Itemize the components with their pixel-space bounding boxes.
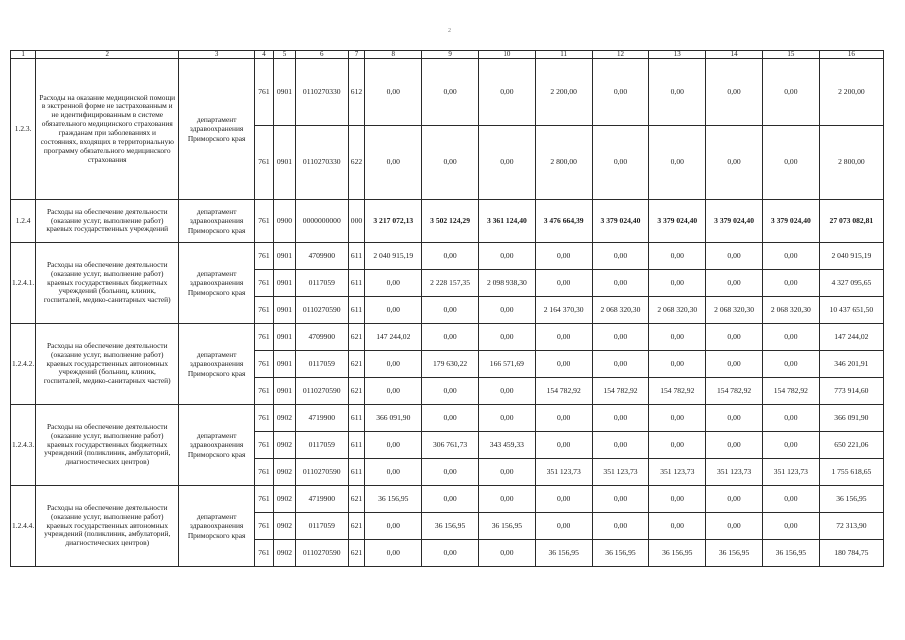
amount-cell: 2 800,00 [535, 126, 592, 200]
budget-code-cell: 761 [254, 243, 273, 270]
budget-code-cell: 0110270590 [295, 459, 348, 486]
budget-code-cell: 0902 [273, 459, 295, 486]
amount-cell: 0,00 [478, 486, 535, 513]
amount-cell: 2 040 915,19 [819, 243, 883, 270]
amount-cell: 0,00 [762, 324, 819, 351]
amount-cell: 0,00 [422, 459, 479, 486]
amount-cell: 2 068 320,30 [592, 297, 649, 324]
budget-code-cell: 0902 [273, 432, 295, 459]
amount-cell: 0,00 [422, 405, 479, 432]
budget-code-cell: 0902 [273, 540, 295, 567]
amount-cell: 3 476 664,39 [535, 200, 592, 243]
amount-cell: 0,00 [422, 486, 479, 513]
budget-code-cell: 0110270590 [295, 297, 348, 324]
budget-code-cell: 761 [254, 378, 273, 405]
budget-code-cell: 761 [254, 59, 273, 126]
amount-cell: 3 361 124,40 [478, 200, 535, 243]
amount-cell: 0,00 [478, 459, 535, 486]
page-number: 2 [448, 28, 451, 34]
amount-cell: 0,00 [762, 351, 819, 378]
amount-cell: 0,00 [422, 126, 479, 200]
amount-cell: 0,00 [535, 405, 592, 432]
budget-code-cell: 761 [254, 459, 273, 486]
budget-code-cell: 0110270330 [295, 126, 348, 200]
amount-cell: 2 228 157,35 [422, 270, 479, 297]
budget-code-cell: 0901 [273, 243, 295, 270]
budget-code-cell: 0902 [273, 405, 295, 432]
amount-cell: 0,00 [649, 126, 706, 200]
budget-code-cell: 611 [348, 459, 365, 486]
amount-cell: 0,00 [422, 243, 479, 270]
budget-code-cell: 0117059 [295, 513, 348, 540]
amount-cell: 2 098 938,30 [478, 270, 535, 297]
item-description: Расходы на обеспечение деятельности (оказание услуг, выполнение работ) краевых государственных бюджетных учреждений (поликлиник, амбулаторий, диагностических центров) [36, 405, 179, 486]
table-row [11, 405, 884, 432]
item-number: 1.2.4.4. [11, 486, 36, 567]
amount-cell: 180 784,75 [819, 540, 883, 567]
amount-cell: 0,00 [706, 405, 763, 432]
amount-cell: 36 156,95 [649, 540, 706, 567]
amount-cell: 3 217 072,13 [365, 200, 422, 243]
item-number: 1.2.4.1. [11, 243, 36, 324]
budget-code-cell: 621 [348, 513, 365, 540]
column-number-row [11, 51, 884, 59]
amount-cell: 351 123,73 [535, 459, 592, 486]
amount-cell: 0,00 [592, 513, 649, 540]
amount-cell: 0,00 [365, 59, 422, 126]
amount-cell: 166 571,69 [478, 351, 535, 378]
amount-cell: 36 156,95 [422, 513, 479, 540]
amount-cell: 0,00 [422, 59, 479, 126]
budget-code-cell: 761 [254, 324, 273, 351]
amount-cell: 154 782,92 [535, 378, 592, 405]
amount-cell: 2 068 320,30 [762, 297, 819, 324]
amount-cell: 650 221,06 [819, 432, 883, 459]
amount-cell: 0,00 [535, 324, 592, 351]
amount-cell: 0,00 [762, 405, 819, 432]
amount-cell: 0,00 [478, 378, 535, 405]
budget-code-cell: 0000000000 [295, 200, 348, 243]
amount-cell: 2 040 915,19 [365, 243, 422, 270]
amount-cell: 36 156,95 [819, 486, 883, 513]
amount-cell: 366 091,90 [365, 405, 422, 432]
amount-cell: 27 073 082,81 [819, 200, 883, 243]
amount-cell: 2 200,00 [819, 59, 883, 126]
item-description: Расходы на обеспечение деятельности (оказание услуг, выполнение работ) краевых государственных бюджетных учреждений (больниц, клиник, госпиталей, медико-санитарных частей) [36, 243, 179, 324]
amount-cell: 0,00 [422, 378, 479, 405]
amount-cell: 0,00 [706, 243, 763, 270]
budget-code-cell: 000 [348, 200, 365, 243]
item-number: 1.2.4.3. [11, 405, 36, 486]
amount-cell: 0,00 [478, 243, 535, 270]
amount-cell: 36 156,95 [478, 513, 535, 540]
amount-cell: 0,00 [762, 270, 819, 297]
amount-cell: 0,00 [706, 351, 763, 378]
amount-cell: 0,00 [706, 270, 763, 297]
amount-cell: 0,00 [649, 486, 706, 513]
amount-cell: 36 156,95 [592, 540, 649, 567]
amount-cell: 0,00 [762, 432, 819, 459]
responsible-department: департамент здравоохранения Приморского края [179, 200, 255, 243]
responsible-department: департамент здравоохранения Приморского края [179, 243, 255, 324]
budget-code-cell: 0901 [273, 126, 295, 200]
budget-code-cell: 0901 [273, 270, 295, 297]
amount-cell: 3 502 124,29 [422, 200, 479, 243]
budget-code-cell: 0901 [273, 351, 295, 378]
amount-cell: 343 459,33 [478, 432, 535, 459]
budget-code-cell: 0901 [273, 59, 295, 126]
amount-cell: 0,00 [762, 513, 819, 540]
column-number: 15 [762, 51, 819, 59]
amount-cell: 346 201,91 [819, 351, 883, 378]
amount-cell: 10 437 651,50 [819, 297, 883, 324]
amount-cell: 0,00 [649, 270, 706, 297]
budget-code-cell: 761 [254, 432, 273, 459]
table-row [11, 243, 884, 270]
budget-code-cell: 0901 [273, 378, 295, 405]
amount-cell: 154 782,92 [706, 378, 763, 405]
budget-code-cell: 621 [348, 351, 365, 378]
amount-cell: 0,00 [592, 351, 649, 378]
budget-code-cell: 611 [348, 405, 365, 432]
amount-cell: 0,00 [422, 297, 479, 324]
amount-cell: 36 156,95 [762, 540, 819, 567]
budget-code-cell: 4719900 [295, 405, 348, 432]
amount-cell: 0,00 [706, 513, 763, 540]
amount-cell: 0,00 [649, 324, 706, 351]
amount-cell: 179 630,22 [422, 351, 479, 378]
responsible-department: департамент здравоохранения Приморского края [179, 324, 255, 405]
budget-code-cell: 4709900 [295, 243, 348, 270]
budget-code-cell: 761 [254, 540, 273, 567]
amount-cell: 147 244,02 [819, 324, 883, 351]
column-number: 11 [535, 51, 592, 59]
budget-code-cell: 621 [348, 540, 365, 567]
column-number: 1 [11, 51, 36, 59]
budget-code-cell: 0117059 [295, 351, 348, 378]
budget-code-cell: 0110270330 [295, 59, 348, 126]
amount-cell: 0,00 [535, 243, 592, 270]
amount-cell: 0,00 [762, 243, 819, 270]
amount-cell: 0,00 [649, 59, 706, 126]
budget-code-cell: 611 [348, 297, 365, 324]
amount-cell: 3 379 024,40 [706, 200, 763, 243]
item-description: Расходы на обеспечение деятельности (оказание услуг, выполнение работ) краевых государственных автономных учреждений (больниц, клиник, госпиталей, медико-санитарных частей) [36, 324, 179, 405]
budget-code-cell: 611 [348, 270, 365, 297]
amount-cell: 0,00 [422, 324, 479, 351]
column-number: 8 [365, 51, 422, 59]
budget-code-cell: 761 [254, 405, 273, 432]
amount-cell: 72 313,90 [819, 513, 883, 540]
responsible-department: департамент здравоохранения Приморского края [179, 486, 255, 567]
amount-cell: 0,00 [649, 513, 706, 540]
budget-code-cell: 622 [348, 126, 365, 200]
amount-cell: 0,00 [592, 243, 649, 270]
amount-cell: 0,00 [365, 432, 422, 459]
amount-cell: 0,00 [365, 540, 422, 567]
amount-cell: 2 068 320,30 [706, 297, 763, 324]
amount-cell: 0,00 [706, 432, 763, 459]
amount-cell: 3 379 024,40 [762, 200, 819, 243]
amount-cell: 0,00 [535, 513, 592, 540]
amount-cell: 36 156,95 [535, 540, 592, 567]
item-number: 1.2.3. [11, 59, 36, 200]
item-number: 1.2.4 [11, 200, 36, 243]
budget-table [10, 50, 884, 567]
item-number: 1.2.4.2. [11, 324, 36, 405]
amount-cell: 0,00 [592, 432, 649, 459]
budget-code-cell: 0902 [273, 486, 295, 513]
amount-cell: 0,00 [592, 324, 649, 351]
amount-cell: 0,00 [706, 126, 763, 200]
item-description: Расходы на оказание медицинской помощи в экстренной форме не застрахованным и не идентифицированным в системе обязательного медицинского страхования гражданам при заболеваниях и состояниях, входящих в территориальную программу обязательного медицинского страхования [36, 59, 179, 200]
budget-code-cell: 621 [348, 378, 365, 405]
table-row [11, 59, 884, 126]
amount-cell: 0,00 [535, 351, 592, 378]
amount-cell: 0,00 [592, 270, 649, 297]
amount-cell: 0,00 [365, 513, 422, 540]
column-number: 2 [36, 51, 179, 59]
amount-cell: 0,00 [649, 432, 706, 459]
table-row [11, 200, 884, 243]
column-number: 13 [649, 51, 706, 59]
amount-cell: 0,00 [478, 59, 535, 126]
amount-cell: 0,00 [592, 486, 649, 513]
amount-cell: 2 200,00 [535, 59, 592, 126]
amount-cell: 3 379 024,40 [649, 200, 706, 243]
budget-code-cell: 612 [348, 59, 365, 126]
amount-cell: 0,00 [706, 59, 763, 126]
amount-cell: 0,00 [535, 486, 592, 513]
amount-cell: 0,00 [592, 126, 649, 200]
amount-cell: 0,00 [706, 324, 763, 351]
amount-cell: 0,00 [478, 297, 535, 324]
amount-cell: 0,00 [649, 405, 706, 432]
amount-cell: 154 782,92 [762, 378, 819, 405]
column-number: 3 [179, 51, 255, 59]
amount-cell: 0,00 [706, 486, 763, 513]
budget-code-cell: 0901 [273, 324, 295, 351]
table-row [11, 324, 884, 351]
amount-cell: 0,00 [478, 324, 535, 351]
column-number: 16 [819, 51, 883, 59]
column-number: 6 [295, 51, 348, 59]
budget-code-cell: 0110270590 [295, 540, 348, 567]
amount-cell: 0,00 [535, 432, 592, 459]
amount-cell: 36 156,95 [706, 540, 763, 567]
amount-cell: 351 123,73 [592, 459, 649, 486]
amount-cell: 2 800,00 [819, 126, 883, 200]
amount-cell: 306 761,73 [422, 432, 479, 459]
item-description: Расходы на обеспечение деятельности (оказание услуг, выполнение работ) краевых государственных учреждений [36, 200, 179, 243]
amount-cell: 0,00 [649, 243, 706, 270]
amount-cell: 147 244,02 [365, 324, 422, 351]
amount-cell: 2 068 320,30 [649, 297, 706, 324]
amount-cell: 36 156,95 [365, 486, 422, 513]
amount-cell: 0,00 [762, 126, 819, 200]
item-description: Расходы на обеспечение деятельности (оказание услуг, выполнение работ) краевых государственных автономных учреждений (поликлиник, амбулаторий, диагностических центров) [36, 486, 179, 567]
column-number: 5 [273, 51, 295, 59]
budget-code-cell: 0117059 [295, 270, 348, 297]
budget-code-cell: 621 [348, 486, 365, 513]
budget-code-cell: 761 [254, 126, 273, 200]
budget-code-cell: 0901 [273, 297, 295, 324]
amount-cell: 0,00 [478, 540, 535, 567]
amount-cell: 351 123,73 [762, 459, 819, 486]
budget-code-cell: 761 [254, 200, 273, 243]
amount-cell: 0,00 [365, 351, 422, 378]
amount-cell: 773 914,60 [819, 378, 883, 405]
amount-cell: 0,00 [478, 405, 535, 432]
amount-cell: 0,00 [592, 59, 649, 126]
budget-code-cell: 611 [348, 432, 365, 459]
amount-cell: 0,00 [422, 540, 479, 567]
budget-code-cell: 761 [254, 270, 273, 297]
column-number: 14 [706, 51, 763, 59]
budget-code-cell: 621 [348, 324, 365, 351]
budget-code-cell: 0117059 [295, 432, 348, 459]
column-number: 9 [422, 51, 479, 59]
amount-cell: 0,00 [762, 486, 819, 513]
amount-cell: 0,00 [535, 270, 592, 297]
amount-cell: 3 379 024,40 [592, 200, 649, 243]
budget-code-cell: 0900 [273, 200, 295, 243]
amount-cell: 2 164 370,30 [535, 297, 592, 324]
amount-cell: 351 123,73 [649, 459, 706, 486]
budget-code-cell: 4709900 [295, 324, 348, 351]
amount-cell: 0,00 [762, 59, 819, 126]
amount-cell: 366 091,90 [819, 405, 883, 432]
table-row [11, 486, 884, 513]
budget-code-cell: 611 [348, 243, 365, 270]
budget-code-cell: 4719900 [295, 486, 348, 513]
amount-cell: 0,00 [649, 351, 706, 378]
amount-cell: 1 755 618,65 [819, 459, 883, 486]
amount-cell: 154 782,92 [649, 378, 706, 405]
column-number: 10 [478, 51, 535, 59]
amount-cell: 0,00 [365, 297, 422, 324]
budget-code-cell: 761 [254, 486, 273, 513]
amount-cell: 0,00 [365, 270, 422, 297]
amount-cell: 4 327 095,65 [819, 270, 883, 297]
budget-code-cell: 0902 [273, 513, 295, 540]
budget-code-cell: 761 [254, 513, 273, 540]
responsible-department: департамент здравоохранения Приморского края [179, 59, 255, 200]
amount-cell: 0,00 [365, 459, 422, 486]
amount-cell: 0,00 [592, 405, 649, 432]
amount-cell: 0,00 [478, 126, 535, 200]
budget-code-cell: 761 [254, 351, 273, 378]
column-number: 4 [254, 51, 273, 59]
budget-code-cell: 0110270590 [295, 378, 348, 405]
amount-cell: 351 123,73 [706, 459, 763, 486]
responsible-department: департамент здравоохранения Приморского края [179, 405, 255, 486]
column-number: 7 [348, 51, 365, 59]
amount-cell: 154 782,92 [592, 378, 649, 405]
budget-code-cell: 761 [254, 297, 273, 324]
amount-cell: 0,00 [365, 126, 422, 200]
amount-cell: 0,00 [365, 378, 422, 405]
column-number: 12 [592, 51, 649, 59]
